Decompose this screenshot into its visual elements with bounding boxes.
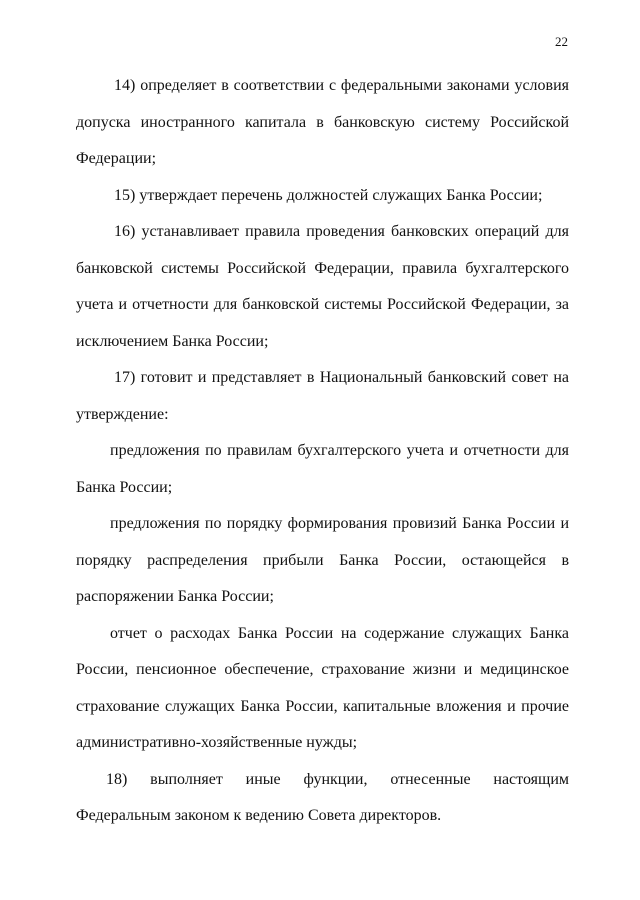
paragraph-subitem-provisions-proposals: предложения по порядку формирования провизий Банка России и порядку распределения прибыли Банка России, остающейся в распоряжении Банка России; <box>76 515 569 605</box>
paragraph-subitem-expenses-report: отчет о расходах Банка России на содержание служащих Банка России, пенсионное обеспечение, страхование жизни и медицинское страхование служащих Банка России, капитальные вложения и прочие административно-хозяйственные нужды; <box>76 624 569 751</box>
paragraph-item-17: 17) готовит и представляет в Национальный банковский совет на утверждение: <box>76 369 569 423</box>
paragraph-item-14: 14) определяет в соответствии с федеральными законами условия допуска иностранного капитала в банковскую систему Российской Федерации; <box>76 77 569 167</box>
paragraph-item-18: 18) выполняет иные функции, отнесенные настоящим Федеральным законом к ведению Совета директоров. <box>76 770 569 824</box>
paragraph-subitem-accounting-proposals: предложения по правилам бухгалтерского учета и отчетности для Банка России; <box>76 442 569 496</box>
page-number: 22 <box>555 34 568 49</box>
document-body <box>76 68 569 835</box>
paragraph-item-16: 16) устанавливает правила проведения банковских операций для банковской системы Российской Федерации, правила бухгалтерского учета и отчетности для банковской системы Российской Федерации, за исключением Банка России; <box>76 223 569 350</box>
paragraph-item-15: 15) утверждает перечень должностей служащих Банка России; <box>114 186 543 204</box>
